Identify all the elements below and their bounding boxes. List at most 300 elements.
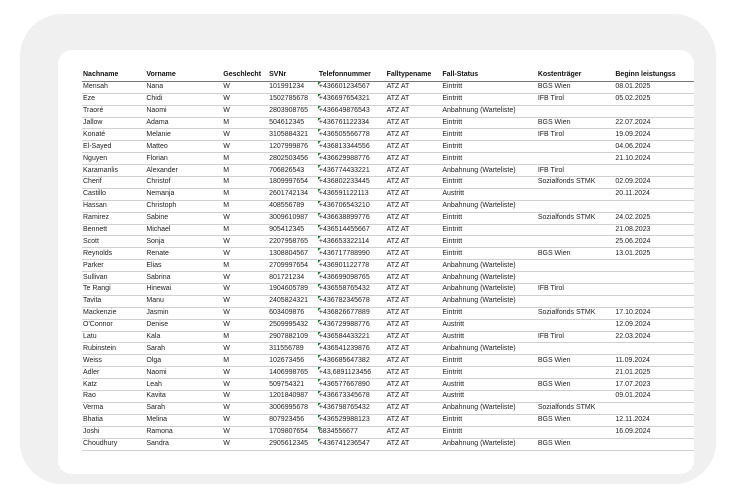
col-falltypename-cell[interactable]: ATZ AT (386, 81, 442, 93)
col-falltypename-cell[interactable]: ATZ AT (386, 379, 442, 391)
col-nachname-cell[interactable]: Choudhury (82, 438, 145, 450)
col-vorname-cell[interactable]: Ramona (145, 426, 222, 438)
col-beginn-cell[interactable] (614, 105, 694, 117)
col-fall-status-cell[interactable]: Anbahnung (Warteliste) (441, 105, 537, 117)
col-fall-status-cell[interactable]: Eintritt (441, 129, 537, 141)
table-row[interactable] (82, 141, 694, 153)
col-vorname-cell[interactable]: Sonja (145, 236, 222, 248)
col-svnr-header[interactable]: SVNr (268, 70, 318, 81)
col-telefonnummer-cell[interactable]: +436584433221 (318, 331, 386, 343)
col-svnr-cell[interactable]: 102673456 (268, 355, 318, 367)
col-geschlecht-cell[interactable]: W (222, 391, 268, 403)
col-fall-status-cell[interactable]: Eintritt (441, 367, 537, 379)
col-beginn-cell[interactable]: 24.02.2025 (614, 212, 694, 224)
col-beginn-cell[interactable]: 04.06.2024 (614, 141, 694, 153)
col-fall-status-cell[interactable]: Anbahnung (Warteliste) (441, 200, 537, 212)
col-falltypename-cell[interactable]: ATZ AT (386, 402, 442, 414)
col-svnr-cell[interactable]: 801721234 (268, 272, 318, 284)
col-falltypename-cell[interactable]: ATZ AT (386, 331, 442, 343)
col-falltypename-cell[interactable]: ATZ AT (386, 307, 442, 319)
col-beginn-cell[interactable]: 19.09.2024 (614, 129, 694, 141)
col-svnr-cell[interactable]: 1809997654 (268, 177, 318, 189)
col-geschlecht-cell[interactable]: M (222, 224, 268, 236)
col-beginn-cell[interactable] (614, 295, 694, 307)
col-nachname-cell[interactable]: Sullivan (82, 272, 145, 284)
col-nachname-cell[interactable]: Rao (82, 391, 145, 403)
col-beginn-cell[interactable]: 09.01.2024 (614, 391, 694, 403)
col-vorname-cell[interactable]: Jasmin (145, 307, 222, 319)
col-kostentraeger-cell[interactable]: BGS Wien (537, 117, 615, 129)
col-vorname-cell[interactable]: Christof (145, 177, 222, 189)
col-telefonnummer-cell[interactable]: +436717788990 (318, 248, 386, 260)
col-vorname-cell[interactable]: Nemanja (145, 188, 222, 200)
col-fall-status-cell[interactable]: Anbahnung (Warteliste) (441, 260, 537, 272)
col-svnr-cell[interactable]: 905412345 (268, 224, 318, 236)
col-svnr-cell[interactable]: 603409876 (268, 307, 318, 319)
col-geschlecht-cell[interactable]: M (222, 355, 268, 367)
col-vorname-cell[interactable]: Florian (145, 153, 222, 165)
col-kostentraeger-cell[interactable] (537, 367, 615, 379)
col-telefonnummer-cell[interactable]: +436901122778 (318, 260, 386, 272)
col-falltypename-cell[interactable]: ATZ AT (386, 367, 442, 379)
col-telefonnummer-cell[interactable]: +436798765432 (318, 402, 386, 414)
col-svnr-cell[interactable]: 1308804567 (268, 248, 318, 260)
col-kostentraeger-cell[interactable]: IFB Tirol (537, 93, 615, 105)
col-vorname-cell[interactable]: Elias (145, 260, 222, 272)
col-geschlecht-cell[interactable]: W (222, 81, 268, 93)
col-geschlecht-cell[interactable]: M (222, 200, 268, 212)
col-nachname-header[interactable]: Nachname (82, 70, 145, 81)
col-beginn-cell[interactable] (614, 165, 694, 177)
table-row[interactable] (82, 319, 694, 331)
col-falltypename-cell[interactable]: ATZ AT (386, 188, 442, 200)
col-geschlecht-cell[interactable]: W (222, 141, 268, 153)
col-kostentraeger-cell[interactable] (537, 188, 615, 200)
col-kostentraeger-cell[interactable] (537, 105, 615, 117)
col-nachname-cell[interactable]: Cherif (82, 177, 145, 189)
col-beginn-cell[interactable]: 05.02.2025 (614, 93, 694, 105)
col-beginn-cell[interactable]: 11.09.2024 (614, 355, 694, 367)
col-beginn-cell[interactable]: 22.03.2024 (614, 331, 694, 343)
col-svnr-cell[interactable]: 807923456 (268, 414, 318, 426)
col-telefonnummer-cell[interactable]: +436601234567 (318, 81, 386, 93)
col-geschlecht-cell[interactable]: W (222, 129, 268, 141)
col-vorname-cell[interactable]: Olga (145, 355, 222, 367)
col-falltypename-cell[interactable]: ATZ AT (386, 224, 442, 236)
col-kostentraeger-cell[interactable]: BGS Wien (537, 248, 615, 260)
col-telefonnummer-cell[interactable]: +436685647382 (318, 355, 386, 367)
col-svnr-cell[interactable]: 2907882109 (268, 331, 318, 343)
col-telefonnummer-cell[interactable]: +436558765432 (318, 284, 386, 296)
col-geschlecht-cell[interactable]: W (222, 93, 268, 105)
table-row[interactable] (82, 284, 694, 296)
col-svnr-cell[interactable]: 2803908765 (268, 105, 318, 117)
table-row[interactable] (82, 307, 694, 319)
col-fall-status-cell[interactable]: Eintritt (441, 141, 537, 153)
col-fall-status-cell[interactable]: Eintritt (441, 414, 537, 426)
col-telefonnummer-cell[interactable]: +436699098765 (318, 272, 386, 284)
col-geschlecht-cell[interactable]: M (222, 177, 268, 189)
col-falltypename-cell[interactable]: ATZ AT (386, 295, 442, 307)
col-nachname-cell[interactable]: Verma (82, 402, 145, 414)
table-row[interactable] (82, 402, 694, 414)
col-telefonnummer-cell[interactable]: +436577667890 (318, 379, 386, 391)
col-svnr-cell[interactable]: 408556789 (268, 200, 318, 212)
col-kostentraeger-cell[interactable] (537, 141, 615, 153)
col-falltypename-cell[interactable]: ATZ AT (386, 177, 442, 189)
col-vorname-cell[interactable]: Chidi (145, 93, 222, 105)
col-nachname-cell[interactable]: Jallow (82, 117, 145, 129)
col-vorname-header[interactable]: Vorname (145, 70, 222, 81)
col-kostentraeger-cell[interactable]: Sozialfonds STMK (537, 402, 615, 414)
col-fall-status-cell[interactable]: Austritt (441, 331, 537, 343)
col-svnr-cell[interactable]: 3009610987 (268, 212, 318, 224)
col-fall-status-cell[interactable]: Eintritt (441, 426, 537, 438)
table-row[interactable] (82, 105, 694, 117)
col-falltypename-cell[interactable]: ATZ AT (386, 248, 442, 260)
col-nachname-cell[interactable]: Scott (82, 236, 145, 248)
col-beginn-header[interactable]: Beginn leistungss (614, 70, 694, 81)
col-fall-status-cell[interactable]: Eintritt (441, 153, 537, 165)
col-telefonnummer-cell[interactable]: +436653322114 (318, 236, 386, 248)
col-nachname-cell[interactable]: O'Connor (82, 319, 145, 331)
col-geschlecht-cell[interactable]: M (222, 188, 268, 200)
col-beginn-cell[interactable]: 25.06.2024 (614, 236, 694, 248)
col-falltypename-cell[interactable]: ATZ AT (386, 438, 442, 450)
col-geschlecht-cell[interactable]: W (222, 307, 268, 319)
col-nachname-cell[interactable]: Adler (82, 367, 145, 379)
col-falltypename-cell[interactable]: ATZ AT (386, 284, 442, 296)
table-row[interactable] (82, 426, 694, 438)
col-kostentraeger-cell[interactable]: BGS Wien (537, 438, 615, 450)
col-svnr-cell[interactable]: 509754321 (268, 379, 318, 391)
col-vorname-cell[interactable]: Adama (145, 117, 222, 129)
col-nachname-cell[interactable]: Ramirez (82, 212, 145, 224)
col-kostentraeger-cell[interactable]: IFB Tirol (537, 165, 615, 177)
col-svnr-cell[interactable]: 2509995432 (268, 319, 318, 331)
col-vorname-cell[interactable]: Naomi (145, 367, 222, 379)
col-telefonnummer-cell[interactable]: +436541239876 (318, 343, 386, 355)
col-vorname-cell[interactable]: Sabine (145, 212, 222, 224)
col-falltypename-cell[interactable]: ATZ AT (386, 212, 442, 224)
col-fall-status-cell[interactable]: Eintritt (441, 236, 537, 248)
col-beginn-cell[interactable] (614, 260, 694, 272)
col-kostentraeger-cell[interactable]: IFB Tirol (537, 331, 615, 343)
col-beginn-cell[interactable] (614, 284, 694, 296)
col-geschlecht-cell[interactable]: W (222, 284, 268, 296)
col-svnr-cell[interactable]: 504612345 (268, 117, 318, 129)
col-geschlecht-cell[interactable]: W (222, 236, 268, 248)
table-row[interactable] (82, 260, 694, 272)
col-fall-status-cell[interactable]: Anbahnung (Warteliste) (441, 272, 537, 284)
col-beginn-cell[interactable]: 22.07.2024 (614, 117, 694, 129)
col-fall-status-cell[interactable]: Austritt (441, 391, 537, 403)
col-beginn-cell[interactable]: 12.11.2024 (614, 414, 694, 426)
col-svnr-cell[interactable]: 2905612345 (268, 438, 318, 450)
col-svnr-cell[interactable]: 2709997654 (268, 260, 318, 272)
col-svnr-cell[interactable]: 3006995678 (268, 402, 318, 414)
table-row[interactable] (82, 343, 694, 355)
col-beginn-cell[interactable]: 21.01.2025 (614, 367, 694, 379)
col-falltypename-cell[interactable]: ATZ AT (386, 105, 442, 117)
col-falltypename-cell[interactable]: ATZ AT (386, 414, 442, 426)
col-beginn-cell[interactable]: 08.01.2025 (614, 81, 694, 93)
col-telefonnummer-cell[interactable]: +436741236547 (318, 438, 386, 450)
col-fall-status-cell[interactable]: Austritt (441, 379, 537, 391)
col-falltypename-cell[interactable]: ATZ AT (386, 93, 442, 105)
col-kostentraeger-cell[interactable] (537, 343, 615, 355)
spreadsheet-view[interactable] (58, 50, 694, 474)
col-vorname-cell[interactable]: Michael (145, 224, 222, 236)
col-kostentraeger-cell[interactable]: Sozialfonds STMK (537, 177, 615, 189)
col-kostentraeger-cell[interactable] (537, 295, 615, 307)
col-falltypename-cell[interactable]: ATZ AT (386, 355, 442, 367)
col-falltypename-cell[interactable]: ATZ AT (386, 426, 442, 438)
col-falltypename-cell[interactable]: ATZ AT (386, 200, 442, 212)
col-kostentraeger-cell[interactable]: BGS Wien (537, 414, 615, 426)
col-nachname-cell[interactable]: Latu (82, 331, 145, 343)
col-telefonnummer-cell[interactable]: +436813344556 (318, 141, 386, 153)
col-telefonnummer-cell[interactable]: +436514455667 (318, 224, 386, 236)
table-row[interactable] (82, 391, 694, 403)
col-falltypename-cell[interactable]: ATZ AT (386, 391, 442, 403)
col-nachname-cell[interactable]: Bhatia (82, 414, 145, 426)
col-falltypename-cell[interactable]: ATZ AT (386, 165, 442, 177)
col-vorname-cell[interactable]: Sabrina (145, 272, 222, 284)
col-telefonnummer-cell[interactable]: +43,6891123456 (318, 367, 386, 379)
col-kostentraeger-cell[interactable] (537, 426, 615, 438)
col-falltypename-cell[interactable]: ATZ AT (386, 129, 442, 141)
col-geschlecht-cell[interactable]: W (222, 426, 268, 438)
col-nachname-cell[interactable]: Joshi (82, 426, 145, 438)
table-row[interactable] (82, 153, 694, 165)
col-kostentraeger-cell[interactable]: BGS Wien (537, 81, 615, 93)
col-telefonnummer-cell[interactable]: +436649876543 (318, 105, 386, 117)
col-nachname-cell[interactable]: Castillo (82, 188, 145, 200)
col-nachname-cell[interactable]: Weiss (82, 355, 145, 367)
col-kostentraeger-cell[interactable]: Sozialfonds STMK (537, 307, 615, 319)
table-row[interactable] (82, 188, 694, 200)
col-fall-status-cell[interactable]: Anbahnung (Warteliste) (441, 165, 537, 177)
col-falltypename-cell[interactable]: ATZ AT (386, 117, 442, 129)
col-nachname-cell[interactable]: Bennett (82, 224, 145, 236)
col-telefonnummer-cell[interactable]: +436729988776 (318, 319, 386, 331)
table-row[interactable] (82, 331, 694, 343)
col-falltypename-cell[interactable]: ATZ AT (386, 272, 442, 284)
col-kostentraeger-cell[interactable] (537, 236, 615, 248)
col-vorname-cell[interactable]: Matteo (145, 141, 222, 153)
col-fall-status-cell[interactable]: Eintritt (441, 212, 537, 224)
col-fall-status-cell[interactable]: Anbahnung (Warteliste) (441, 438, 537, 450)
col-vorname-cell[interactable]: Naomi (145, 105, 222, 117)
table-row[interactable] (82, 295, 694, 307)
col-fall-status-cell[interactable]: Eintritt (441, 177, 537, 189)
col-beginn-cell[interactable]: 17.10.2024 (614, 307, 694, 319)
col-geschlecht-cell[interactable]: W (222, 105, 268, 117)
col-fall-status-cell[interactable]: Eintritt (441, 81, 537, 93)
col-fall-status-cell[interactable]: Anbahnung (Warteliste) (441, 284, 537, 296)
col-beginn-cell[interactable] (614, 402, 694, 414)
col-geschlecht-cell[interactable]: W (222, 212, 268, 224)
col-geschlecht-cell[interactable]: M (222, 165, 268, 177)
col-vorname-cell[interactable]: Kala (145, 331, 222, 343)
col-svnr-cell[interactable]: 1709807654 (268, 426, 318, 438)
col-geschlecht-cell[interactable]: W (222, 438, 268, 450)
col-fall-status-cell[interactable]: Anbahnung (Warteliste) (441, 402, 537, 414)
col-vorname-cell[interactable]: Sandra (145, 438, 222, 450)
table-row[interactable] (82, 438, 694, 450)
table-row[interactable] (82, 129, 694, 141)
col-nachname-cell[interactable]: Nguyen (82, 153, 145, 165)
col-falltypename-cell[interactable]: ATZ AT (386, 153, 442, 165)
col-beginn-cell[interactable] (614, 200, 694, 212)
table-row[interactable] (82, 212, 694, 224)
col-kostentraeger-cell[interactable] (537, 200, 615, 212)
col-falltypename-cell[interactable]: ATZ AT (386, 260, 442, 272)
col-kostentraeger-cell[interactable] (537, 272, 615, 284)
col-vorname-cell[interactable]: Hinewai (145, 284, 222, 296)
table-row[interactable] (82, 177, 694, 189)
col-svnr-cell[interactable]: 1904605789 (268, 284, 318, 296)
table-row[interactable] (82, 379, 694, 391)
table-row[interactable] (82, 236, 694, 248)
col-svnr-cell[interactable]: 706826543 (268, 165, 318, 177)
col-kostentraeger-cell[interactable]: BGS Wien (537, 355, 615, 367)
col-vorname-cell[interactable]: Renate (145, 248, 222, 260)
col-nachname-cell[interactable]: Reynolds (82, 248, 145, 260)
col-svnr-cell[interactable]: 1201840987 (268, 391, 318, 403)
col-beginn-cell[interactable]: 20.11.2024 (614, 188, 694, 200)
col-nachname-cell[interactable]: Te Rangi (82, 284, 145, 296)
col-kostentraeger-cell[interactable] (537, 319, 615, 331)
col-beginn-cell[interactable] (614, 438, 694, 450)
col-fall-status-cell[interactable]: Eintritt (441, 248, 537, 260)
col-beginn-cell[interactable] (614, 272, 694, 284)
col-kostentraeger-cell[interactable] (537, 391, 615, 403)
col-fall-status-cell[interactable]: Anbahnung (Warteliste) (441, 343, 537, 355)
col-telefonnummer-header[interactable]: Telefonnummer (318, 70, 386, 81)
col-nachname-cell[interactable]: Rubinstein (82, 343, 145, 355)
table-row[interactable] (82, 117, 694, 129)
table-row[interactable] (82, 81, 694, 93)
col-geschlecht-cell[interactable]: M (222, 153, 268, 165)
col-nachname-cell[interactable]: Karamanlis (82, 165, 145, 177)
col-kostentraeger-cell[interactable]: BGS Wien (537, 379, 615, 391)
col-falltypename-cell[interactable]: ATZ AT (386, 236, 442, 248)
col-vorname-cell[interactable]: Sarah (145, 402, 222, 414)
col-telefonnummer-cell[interactable]: +436761122334 (318, 117, 386, 129)
col-telefonnummer-cell[interactable]: +436802233445 (318, 177, 386, 189)
col-telefonnummer-cell[interactable]: +436638899776 (318, 212, 386, 224)
table-row[interactable] (82, 414, 694, 426)
col-telefonnummer-cell[interactable]: +436505566778 (318, 129, 386, 141)
col-svnr-cell[interactable]: 2601742134 (268, 188, 318, 200)
col-geschlecht-cell[interactable]: W (222, 414, 268, 426)
col-telefonnummer-cell[interactable]: +436774433221 (318, 165, 386, 177)
table-row[interactable] (82, 224, 694, 236)
col-kostentraeger-cell[interactable] (537, 260, 615, 272)
col-kostentraeger-cell[interactable] (537, 153, 615, 165)
col-vorname-cell[interactable]: Kavita (145, 391, 222, 403)
col-geschlecht-cell[interactable]: W (222, 272, 268, 284)
col-kostentraeger-cell[interactable]: IFB Tirol (537, 284, 615, 296)
table-row[interactable] (82, 355, 694, 367)
col-svnr-cell[interactable]: 1502785678 (268, 93, 318, 105)
col-fall-status-header[interactable]: Fall-Status (441, 70, 537, 81)
col-svnr-cell[interactable]: 1207999876 (268, 141, 318, 153)
col-geschlecht-cell[interactable]: W (222, 248, 268, 260)
col-telefonnummer-cell[interactable]: +436591122113 (318, 188, 386, 200)
col-telefonnummer-cell[interactable]: +436529988123 (318, 414, 386, 426)
col-geschlecht-cell[interactable]: M (222, 331, 268, 343)
table-row[interactable] (82, 367, 694, 379)
col-geschlecht-cell[interactable]: W (222, 343, 268, 355)
col-telefonnummer-cell[interactable]: +436697654321 (318, 93, 386, 105)
col-beginn-cell[interactable]: 02.09.2024 (614, 177, 694, 189)
col-vorname-cell[interactable]: Nana (145, 81, 222, 93)
col-telefonnummer-cell[interactable]: +436782345678 (318, 295, 386, 307)
col-nachname-cell[interactable]: Mackenzie (82, 307, 145, 319)
col-beginn-cell[interactable]: 16.09.2024 (614, 426, 694, 438)
col-geschlecht-cell[interactable]: M (222, 260, 268, 272)
col-geschlecht-cell[interactable]: W (222, 402, 268, 414)
col-telefonnummer-cell[interactable]: +436706543210 (318, 200, 386, 212)
col-beginn-cell[interactable] (614, 343, 694, 355)
col-fall-status-cell[interactable]: Anbahnung (Warteliste) (441, 295, 537, 307)
table-row[interactable] (82, 248, 694, 260)
col-svnr-cell[interactable]: 101991234 (268, 81, 318, 93)
col-nachname-cell[interactable]: Tavita (82, 295, 145, 307)
col-kostentraeger-header[interactable]: Kostenträger (537, 70, 615, 81)
col-geschlecht-cell[interactable]: M (222, 117, 268, 129)
col-nachname-cell[interactable]: Hassan (82, 200, 145, 212)
col-svnr-cell[interactable]: 2405824321 (268, 295, 318, 307)
col-falltypename-cell[interactable]: ATZ AT (386, 141, 442, 153)
col-svnr-cell[interactable]: 311556789 (268, 343, 318, 355)
col-fall-status-cell[interactable]: Eintritt (441, 224, 537, 236)
col-vorname-cell[interactable]: Christoph (145, 200, 222, 212)
col-nachname-cell[interactable]: Mensah (82, 81, 145, 93)
col-fall-status-cell[interactable]: Austritt (441, 319, 537, 331)
col-kostentraeger-cell[interactable]: IFB Tirol (537, 129, 615, 141)
col-beginn-cell[interactable]: 13.01.2025 (614, 248, 694, 260)
col-fall-status-cell[interactable]: Eintritt (441, 93, 537, 105)
col-vorname-cell[interactable]: Melanie (145, 129, 222, 141)
col-falltypename-cell[interactable]: ATZ AT (386, 319, 442, 331)
col-svnr-cell[interactable]: 2802503456 (268, 153, 318, 165)
col-nachname-cell[interactable]: El-Sayed (82, 141, 145, 153)
col-geschlecht-cell[interactable]: W (222, 319, 268, 331)
col-telefonnummer-cell[interactable]: +436673345678 (318, 391, 386, 403)
col-telefonnummer-cell[interactable]: 6834556677 (318, 426, 386, 438)
col-beginn-cell[interactable]: 12.09.2024 (614, 319, 694, 331)
col-telefonnummer-cell[interactable]: +436826677889 (318, 307, 386, 319)
col-vorname-cell[interactable]: Manu (145, 295, 222, 307)
col-falltypename-header[interactable]: Falltypename (386, 70, 442, 81)
col-geschlecht-header[interactable]: Geschlecht (222, 70, 268, 81)
col-nachname-cell[interactable]: Katz (82, 379, 145, 391)
table-row[interactable] (82, 272, 694, 284)
col-fall-status-cell[interactable]: Eintritt (441, 355, 537, 367)
table-row[interactable] (82, 165, 694, 177)
table-row[interactable] (82, 200, 694, 212)
col-nachname-cell[interactable]: Konaté (82, 129, 145, 141)
col-svnr-cell[interactable]: 1406998765 (268, 367, 318, 379)
col-fall-status-cell[interactable]: Eintritt (441, 307, 537, 319)
col-vorname-cell[interactable]: Melina (145, 414, 222, 426)
col-fall-status-cell[interactable]: Austritt (441, 188, 537, 200)
col-nachname-cell[interactable]: Parker (82, 260, 145, 272)
